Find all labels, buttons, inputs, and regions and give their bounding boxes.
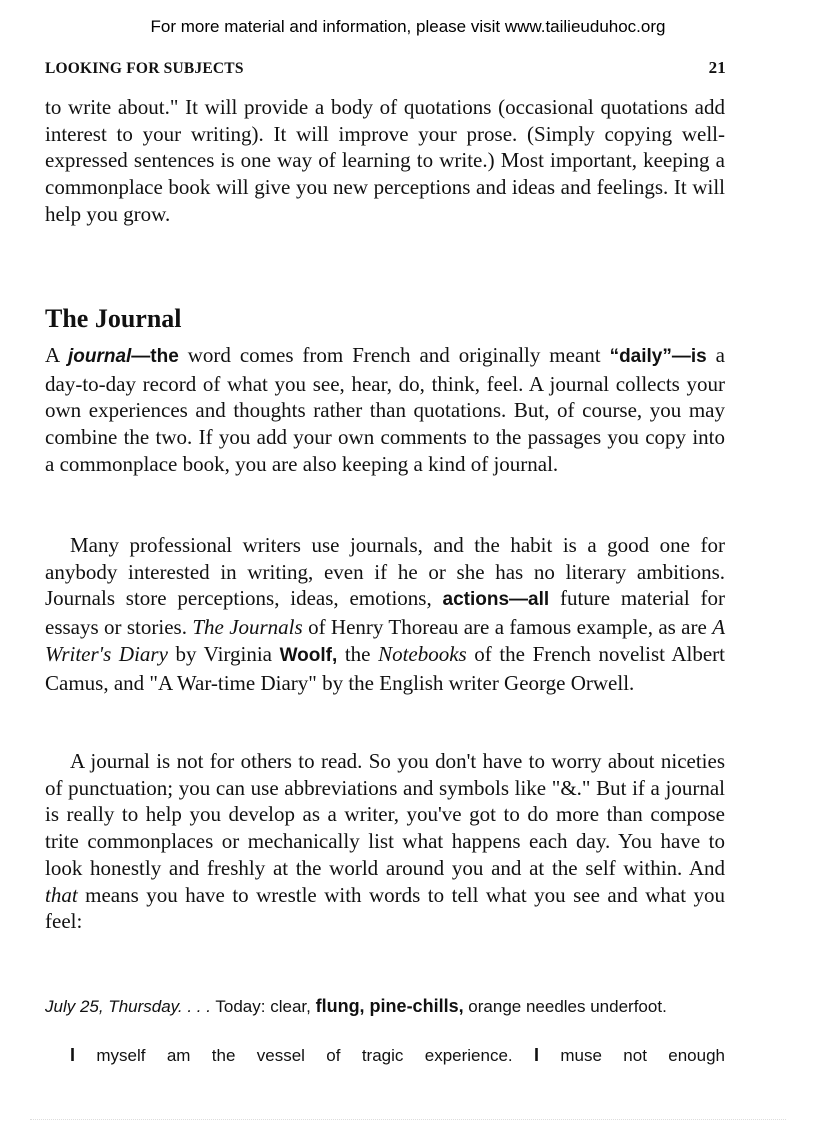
journals-title: The Journals: [192, 615, 303, 640]
notebooks-title: Notebooks: [378, 641, 467, 666]
p2-text-d: by Virginia: [167, 641, 280, 666]
woolf-name: Woolf,: [279, 644, 338, 666]
p1-text-b: word comes from French and originally meant: [178, 343, 610, 367]
journal-paragraph-3: [45, 748, 725, 935]
intro-paragraph: to write about." It will provide a body of quotations (occasional quotations add interest to your writing). It will improve your prose. (Simply copying well-expressed sentences is one way of learning to write.) Most important, keeping a commonplace book will give you new perceptions and ideas and feelings. It will help you grow.: [45, 95, 725, 226]
page-bottom-rule: [30, 1119, 786, 1120]
p2-text-b: future material for essays or stories.: [45, 586, 725, 640]
watermark-banner: For more material and information, please visit www.tailieuduhoc.org: [150, 17, 666, 36]
extract-text-a: Today: clear,: [210, 997, 316, 1016]
p1-text-a: A: [45, 343, 68, 367]
p2-text-c: of Henry Thoreau are a famous example, as are: [302, 615, 713, 640]
p1-text-c: a day-to-day record of what you see, hear, do, think, feel. A journal collects your own experiences and thoughts rather than quotations. But, of course, you may combine the two. If you add your own comments to the passages you copy into a commonplace book, you are also keeping a kind of journal.: [45, 343, 725, 476]
page-number: 21: [708, 58, 726, 77]
p2-text-e: the: [337, 641, 379, 666]
that-emphasis: that: [45, 882, 78, 907]
section-heading: The Journal: [45, 304, 182, 333]
p2-text-a: Many professional writers use journals, and the habit is a good one for anybody interested in writing, even if he or she has no literary ambitions. Journals store perceptions, ideas, emotions,: [45, 533, 725, 611]
p2-text-f: of the French novelist Albert Camus, and "A War-time Diary" by the English writer George Orwell.: [45, 641, 726, 695]
p3-text-b: means you have to wrestle with words to tell what you see and what you feel:: [45, 882, 725, 934]
extract-i-1: I: [70, 1045, 76, 1065]
extract-text-c: myself am the vessel of tragic experience.: [75, 1046, 534, 1065]
extract-i-2: I: [534, 1045, 540, 1065]
journal-paragraph-1: [45, 342, 725, 478]
running-head-title: LOOKING FOR SUBJECTS: [45, 60, 244, 77]
extract-text-d: muse not enough: [539, 1046, 725, 1065]
journal-term: journal: [67, 346, 132, 367]
actions-term: actions—all: [442, 589, 550, 611]
running-head: [45, 58, 726, 78]
journal-extract-entry: [45, 994, 725, 1020]
daily-term: “daily”—is: [609, 346, 707, 367]
dash-the: —the: [131, 346, 179, 367]
journal-extract-line-2: [45, 1043, 725, 1069]
extract-date: July 25, Thursday. . . .: [45, 997, 211, 1016]
journal-paragraph-2: [45, 532, 725, 696]
extract-text-b: orange needles underfoot.: [463, 997, 667, 1016]
extract-flung: flung, pine-chills,: [315, 996, 464, 1016]
writers-diary-title: A Writer's Diary: [45, 615, 726, 666]
p3-text-a: A journal is not for others to read. So you don't have to worry about niceties of punctuation; you can use abbreviations and symbols like "&." But if a journal is really to help you develop as a writer, you've got to do more than compose trite commonplaces or mechanically list what happens each day. You have to look honestly and freshly at the world around you and at the self within. And: [45, 749, 725, 880]
